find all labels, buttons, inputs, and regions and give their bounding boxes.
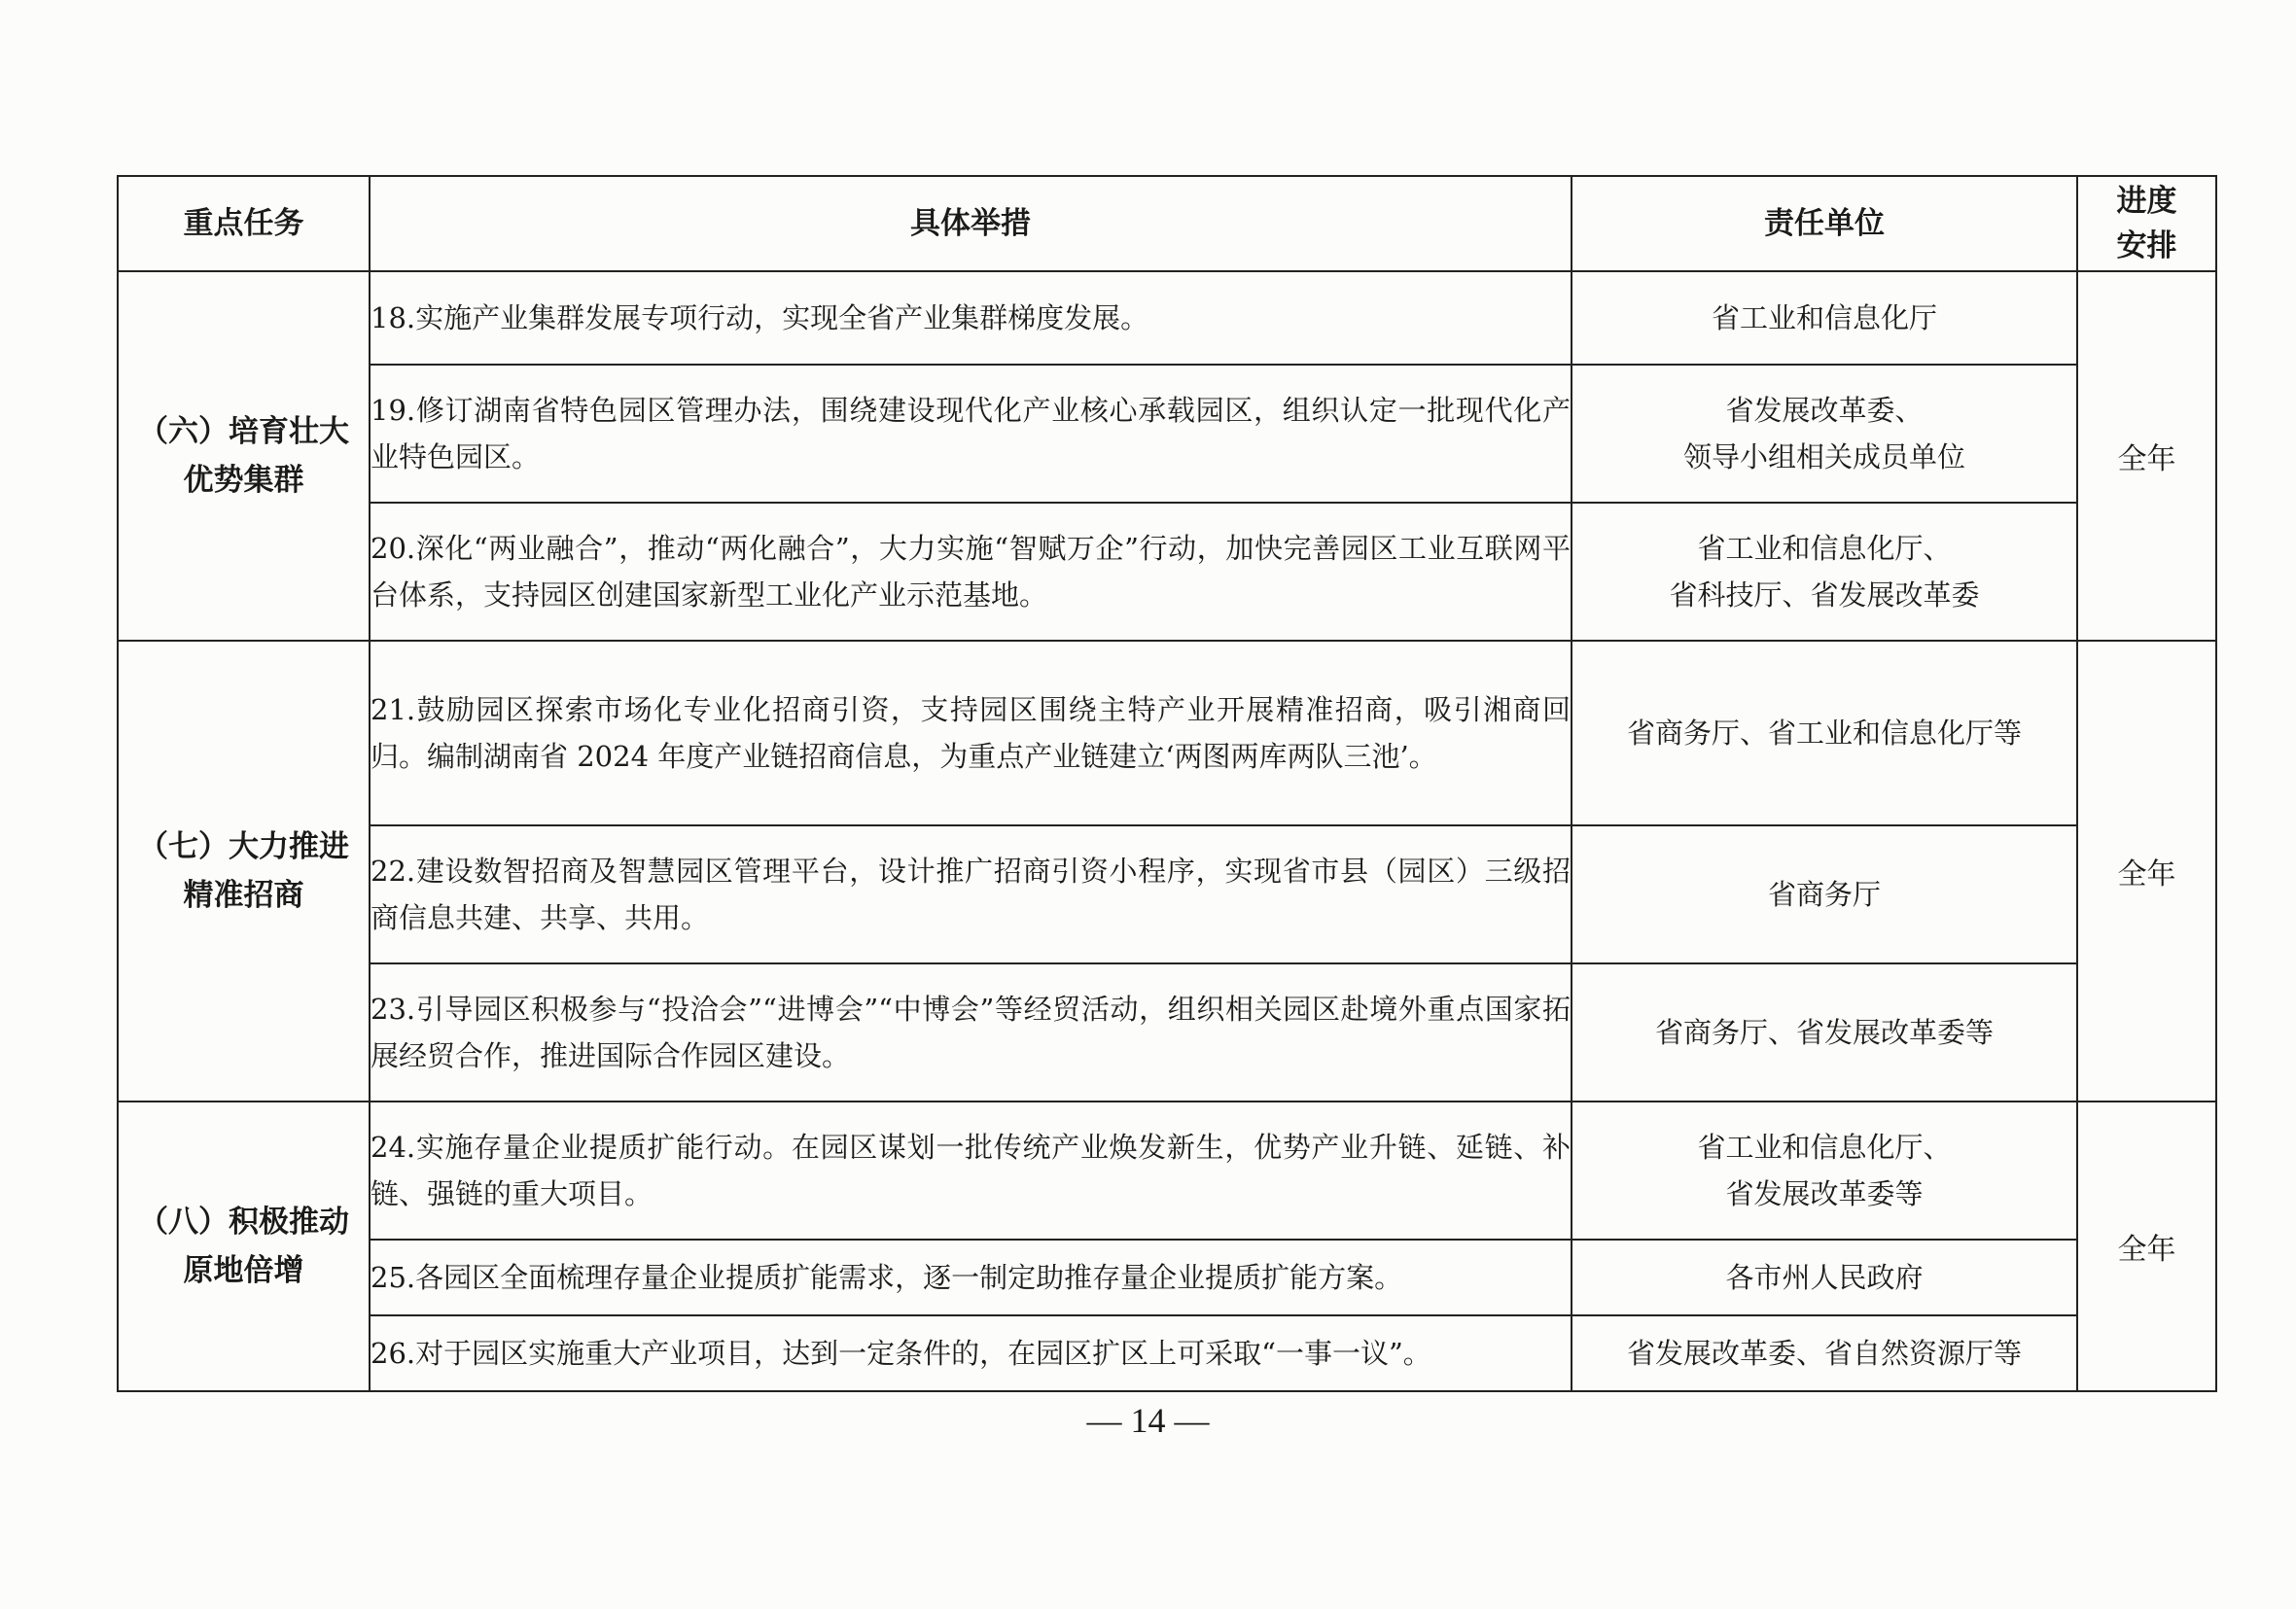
table-header-row	[118, 176, 2216, 271]
measure-cell: 20.深化“两业融合”，推动“两化融合”，大力实施“智赋万企”行动，加快完善园区工业互联网平台体系，支持园区创建国家新型工业化产业示范基地。	[370, 503, 1572, 641]
unit-line: 省工业和信息化厅、	[1697, 532, 1952, 565]
task-cell	[118, 1102, 370, 1391]
task-table	[117, 175, 2217, 1392]
header-responsible-unit: 责任单位	[1572, 176, 2077, 271]
measure-cell: 24.实施存量企业提质扩能行动。在园区谋划一批传统产业焕发新生，优势产业升链、延链、补链、强链的重大项目。	[370, 1102, 1572, 1240]
schedule-cell: 全年	[2077, 641, 2216, 1102]
unit-cell	[1572, 825, 2077, 963]
table-row	[118, 963, 2216, 1102]
header-schedule-line2: 安排	[2116, 228, 2177, 263]
task-line: 精准招商	[183, 878, 304, 913]
unit-cell	[1572, 641, 2077, 825]
unit-line: 省科技厅、省发展改革委	[1669, 578, 1980, 612]
unit-cell	[1572, 963, 2077, 1102]
header-measures: 具体举措	[370, 176, 1572, 271]
measure-cell: 23.引导园区积极参与“投洽会”“进博会”“中博会”等经贸活动，组织相关园区赴境外重点国家拓展经贸合作，推进国际合作园区建设。	[370, 963, 1572, 1102]
unit-line: 省发展改革委、	[1725, 394, 1924, 427]
table-row	[118, 365, 2216, 503]
task-line: （八）积极推动	[138, 1205, 349, 1240]
table-row	[118, 641, 2216, 825]
unit-line: 省发展改革委、省自然资源厅等	[1626, 1337, 2022, 1370]
task-cell	[118, 271, 370, 641]
unit-line: 省工业和信息化厅、	[1697, 1131, 1952, 1164]
unit-cell	[1572, 1315, 2077, 1391]
unit-line: 各市州人民政府	[1725, 1261, 1924, 1294]
task-cell	[118, 641, 370, 1102]
header-key-task: 重点任务	[118, 176, 370, 271]
unit-line: 省工业和信息化厅	[1711, 301, 1937, 334]
measure-cell: 25.各园区全面梳理存量企业提质扩能需求，逐一制定助推存量企业提质扩能方案。	[370, 1240, 1572, 1315]
header-schedule-line1: 进度	[2116, 184, 2177, 219]
unit-line: 省商务厅、省发展改革委等	[1654, 1016, 1994, 1049]
measure-cell: 26.对于园区实施重大产业项目，达到一定条件的，在园区扩区上可采取“一事一议”。	[370, 1315, 1572, 1391]
measure-cell: 21.鼓励园区探索市场化专业化招商引资，支持园区围绕主特产业开展精准招商，吸引湘商回归。编制湖南省 2024 年度产业链招商信息，为重点产业链建立‘两图两库两队三池’。	[370, 641, 1572, 825]
table-row	[118, 271, 2216, 365]
unit-line: 省发展改革委等	[1725, 1177, 1924, 1210]
measure-cell: 19.修订湖南省特色园区管理办法，围绕建设现代化产业核心承载园区，组织认定一批现代化产业特色园区。	[370, 365, 1572, 503]
unit-line: 领导小组相关成员单位	[1682, 440, 1965, 473]
unit-line: 省商务厅	[1767, 878, 1881, 911]
schedule-cell: 全年	[2077, 271, 2216, 641]
unit-cell	[1572, 271, 2077, 365]
unit-cell	[1572, 503, 2077, 641]
unit-cell	[1572, 1240, 2077, 1315]
task-line: 优势集群	[183, 463, 304, 498]
table-row	[118, 1240, 2216, 1315]
table-row	[118, 825, 2216, 963]
task-line: （六）培育壮大	[138, 414, 349, 449]
unit-line: 省商务厅、省工业和信息化厅等	[1626, 717, 2022, 750]
measure-cell: 22.建设数智招商及智慧园区管理平台，设计推广招商引资小程序，实现省市县（园区）三级招商信息共建、共享、共用。	[370, 825, 1572, 963]
table-row	[118, 1315, 2216, 1391]
unit-cell	[1572, 365, 2077, 503]
header-schedule	[2077, 176, 2216, 271]
schedule-cell: 全年	[2077, 1102, 2216, 1391]
table-row	[118, 1102, 2216, 1240]
task-line: （七）大力推进	[138, 829, 349, 864]
table-row	[118, 503, 2216, 641]
unit-cell	[1572, 1102, 2077, 1240]
task-line: 原地倍增	[183, 1253, 304, 1288]
page-number: — 14 —	[1086, 1401, 1210, 1440]
measure-cell: 18.实施产业集群发展专项行动，实现全省产业集群梯度发展。	[370, 271, 1572, 365]
